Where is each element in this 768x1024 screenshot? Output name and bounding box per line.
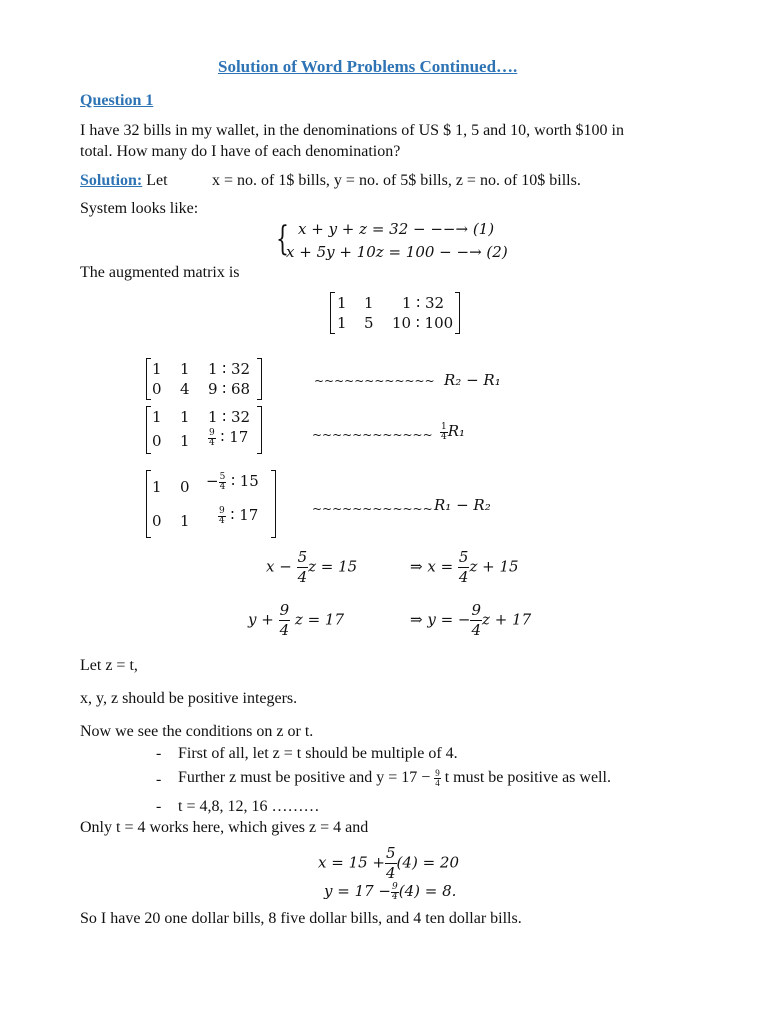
matrix-cell: 1 bbox=[180, 360, 190, 378]
right-bracket bbox=[257, 406, 262, 454]
row-reduced-matrix-3 bbox=[146, 470, 276, 538]
denominator: 4 bbox=[209, 437, 215, 448]
right-bracket bbox=[271, 470, 276, 538]
numerator: 9 bbox=[471, 601, 482, 619]
numerator: 9 bbox=[209, 427, 215, 438]
augmented-label: The augmented matrix is bbox=[80, 264, 240, 281]
fraction-1-4 bbox=[440, 423, 448, 442]
denominator: 4 bbox=[441, 431, 447, 442]
matrix-cell: 0 bbox=[152, 380, 162, 398]
denominator: 4 bbox=[297, 568, 308, 586]
matrix-cell: 1 bbox=[152, 478, 162, 496]
solution-line bbox=[80, 171, 168, 191]
conditions-intro: Now we see the conditions on z or t. bbox=[80, 723, 314, 740]
equation-part: x = 15 + bbox=[318, 853, 385, 872]
fraction-5-4 bbox=[458, 550, 470, 585]
fraction-9-4 bbox=[279, 603, 291, 638]
matrix-value: ∶ 17 bbox=[230, 506, 259, 524]
equation-part: z + 17 bbox=[482, 610, 532, 629]
matrix-cell: 10 ∶ 100 bbox=[392, 314, 454, 332]
row-operation-label: R₁ bbox=[447, 422, 466, 440]
fraction-9-4 bbox=[470, 603, 482, 638]
denominator: 4 bbox=[219, 481, 226, 492]
left-bracket bbox=[146, 470, 151, 538]
numerator: 9 bbox=[219, 505, 225, 516]
matrix-cell: 1 bbox=[337, 294, 347, 312]
tilde-separator: ~~~~~~~~~~~~ bbox=[312, 428, 433, 442]
equation-part: (4) = 20 bbox=[396, 853, 459, 872]
system-label: System looks like: bbox=[80, 200, 199, 217]
matrix-value: ∶ 17 bbox=[220, 428, 249, 446]
equation-part: y + bbox=[248, 610, 274, 629]
equation-part: z + 15 bbox=[469, 557, 519, 576]
let-z-equals-t: Let z = t, bbox=[80, 657, 138, 674]
positive-integers-note: x, y, z should be positive integers. bbox=[80, 690, 298, 707]
equation-part: ⇒ x = bbox=[410, 557, 454, 576]
denominator: 4 bbox=[219, 515, 225, 526]
matrix-cell: 1 bbox=[152, 360, 162, 378]
numerator: 5 bbox=[386, 844, 396, 862]
equation-2: x + 5y + 10z = 100 − −→ (2) bbox=[286, 243, 508, 261]
matrix-cell: 0 bbox=[152, 432, 162, 450]
numerator: 9 bbox=[435, 767, 440, 778]
matrix-cell: 0 bbox=[180, 478, 190, 496]
equation-part: z = 15 bbox=[308, 557, 358, 576]
variable-definitions: x = no. of 1$ bills, y = no. of 5$ bills, z = no. of 10$ bills. bbox=[212, 172, 581, 189]
question-label: Question 1 bbox=[80, 92, 154, 109]
numerator: 9 bbox=[392, 881, 398, 892]
solution-label: Solution: bbox=[80, 172, 143, 189]
denominator: 4 bbox=[386, 864, 396, 882]
matrix-cell: 9 ∶ 68 bbox=[208, 380, 251, 398]
fraction-5-4 bbox=[385, 846, 397, 881]
left-bracket bbox=[330, 292, 335, 334]
numerator: 5 bbox=[458, 548, 469, 566]
matrix-cell: 1 bbox=[180, 432, 190, 450]
augmented-matrix bbox=[330, 292, 460, 334]
fraction-9-4 bbox=[208, 429, 216, 448]
matrix-cell: 4 bbox=[180, 380, 190, 398]
equation-y bbox=[248, 603, 344, 638]
matrix-cell: 1 bbox=[364, 294, 374, 312]
matrix-cell: − $\frac{5}{4}$ ∶ 15 bbox=[206, 471, 259, 492]
matrix-cell: 1 bbox=[180, 512, 190, 530]
left-bracket bbox=[146, 358, 151, 400]
matrix-cell: 1 ∶ 32 bbox=[208, 360, 251, 378]
matrix-value: ∶ 15 bbox=[231, 472, 259, 490]
denominator: 4 bbox=[458, 568, 469, 586]
row-operation-3: R₁ − R₂ bbox=[434, 496, 491, 514]
page-title: Solution of Word Problems Continued…. bbox=[218, 57, 518, 76]
numerator: 9 bbox=[279, 601, 290, 619]
denominator: 4 bbox=[435, 777, 440, 788]
solution-let: Let bbox=[146, 172, 168, 189]
fraction-9-4 bbox=[391, 883, 399, 902]
numerator: 5 bbox=[219, 471, 226, 482]
bullet-t-values: t = 4,8, 12, 16 ……… bbox=[178, 798, 320, 815]
tilde-separator: ~~~~~~~~~~~~ bbox=[312, 502, 433, 516]
denominator: 4 bbox=[471, 621, 482, 639]
bullet-dash: - bbox=[156, 798, 162, 815]
matrix-cell bbox=[218, 506, 258, 526]
row-reduced-matrix-1 bbox=[146, 358, 262, 400]
left-bracket bbox=[146, 406, 151, 454]
only-t-4-line: Only t = 4 works here, which gives z = 4 and bbox=[80, 819, 369, 836]
numerator: 1 bbox=[441, 421, 447, 432]
question-text-line2: total. How many do I have of each denomination? bbox=[80, 143, 401, 160]
x-final-equation bbox=[318, 846, 459, 881]
system-brace: { bbox=[276, 219, 289, 259]
tilde-separator: ~~~~~~~~~~~~ bbox=[314, 374, 435, 388]
fraction-9-4 bbox=[218, 507, 226, 526]
conclusion: So I have 20 one dollar bills, 8 five dollar bills, and 4 ten dollar bills. bbox=[80, 910, 522, 927]
denominator: 4 bbox=[392, 891, 398, 902]
matrix-cell: 1 bbox=[152, 408, 162, 426]
equation-x-solved bbox=[410, 550, 519, 585]
bullet-multiple-of-4: First of all, let z = t should be multiple of 4. bbox=[178, 745, 458, 762]
equation-x bbox=[266, 550, 357, 585]
right-bracket bbox=[257, 358, 262, 400]
matrix-cell bbox=[208, 428, 248, 448]
denominator: 4 bbox=[279, 621, 290, 639]
equation-part: z = 17 bbox=[294, 610, 345, 629]
matrix-cell: 5 bbox=[364, 314, 374, 332]
equation-part: ⇒ y = − bbox=[410, 610, 471, 629]
fraction-5-4 bbox=[219, 473, 227, 492]
equation-part: (4) = 8. bbox=[398, 882, 457, 900]
matrix-cell: 1 bbox=[180, 408, 190, 426]
equation-part: y = 17 − bbox=[324, 882, 392, 900]
row-operation-1: R₂ − R₁ bbox=[444, 371, 501, 389]
equation-y-solved bbox=[410, 603, 531, 638]
bullet-text: Further z must be positive and y = 17 − bbox=[178, 769, 431, 786]
fraction-5-4 bbox=[297, 550, 309, 585]
fraction-9-4 bbox=[434, 769, 441, 788]
matrix-cell: 0 bbox=[152, 512, 162, 530]
bullet-positivity bbox=[178, 768, 611, 788]
row-reduced-matrix-2 bbox=[146, 406, 262, 454]
equation-1: x + y + z = 32 − −−→ (1) bbox=[298, 220, 495, 238]
y-final-equation bbox=[324, 882, 456, 902]
bullet-dash: - bbox=[156, 771, 162, 788]
matrix-cell: 1 ∶ 32 bbox=[208, 408, 251, 426]
right-bracket bbox=[455, 292, 460, 334]
bullet-text: t must be positive as well. bbox=[444, 769, 611, 786]
equation-part: x − bbox=[266, 557, 292, 576]
question-text-line1: I have 32 bills in my wallet, in the denominations of US $ 1, 5 and 10, worth $100 in bbox=[80, 122, 624, 139]
row-operation-2 bbox=[440, 422, 465, 442]
bullet-dash: - bbox=[156, 745, 162, 762]
matrix-cell: 1 ∶ 32 bbox=[402, 294, 445, 312]
matrix-cell: 1 bbox=[337, 314, 347, 332]
numerator: 5 bbox=[297, 548, 308, 566]
